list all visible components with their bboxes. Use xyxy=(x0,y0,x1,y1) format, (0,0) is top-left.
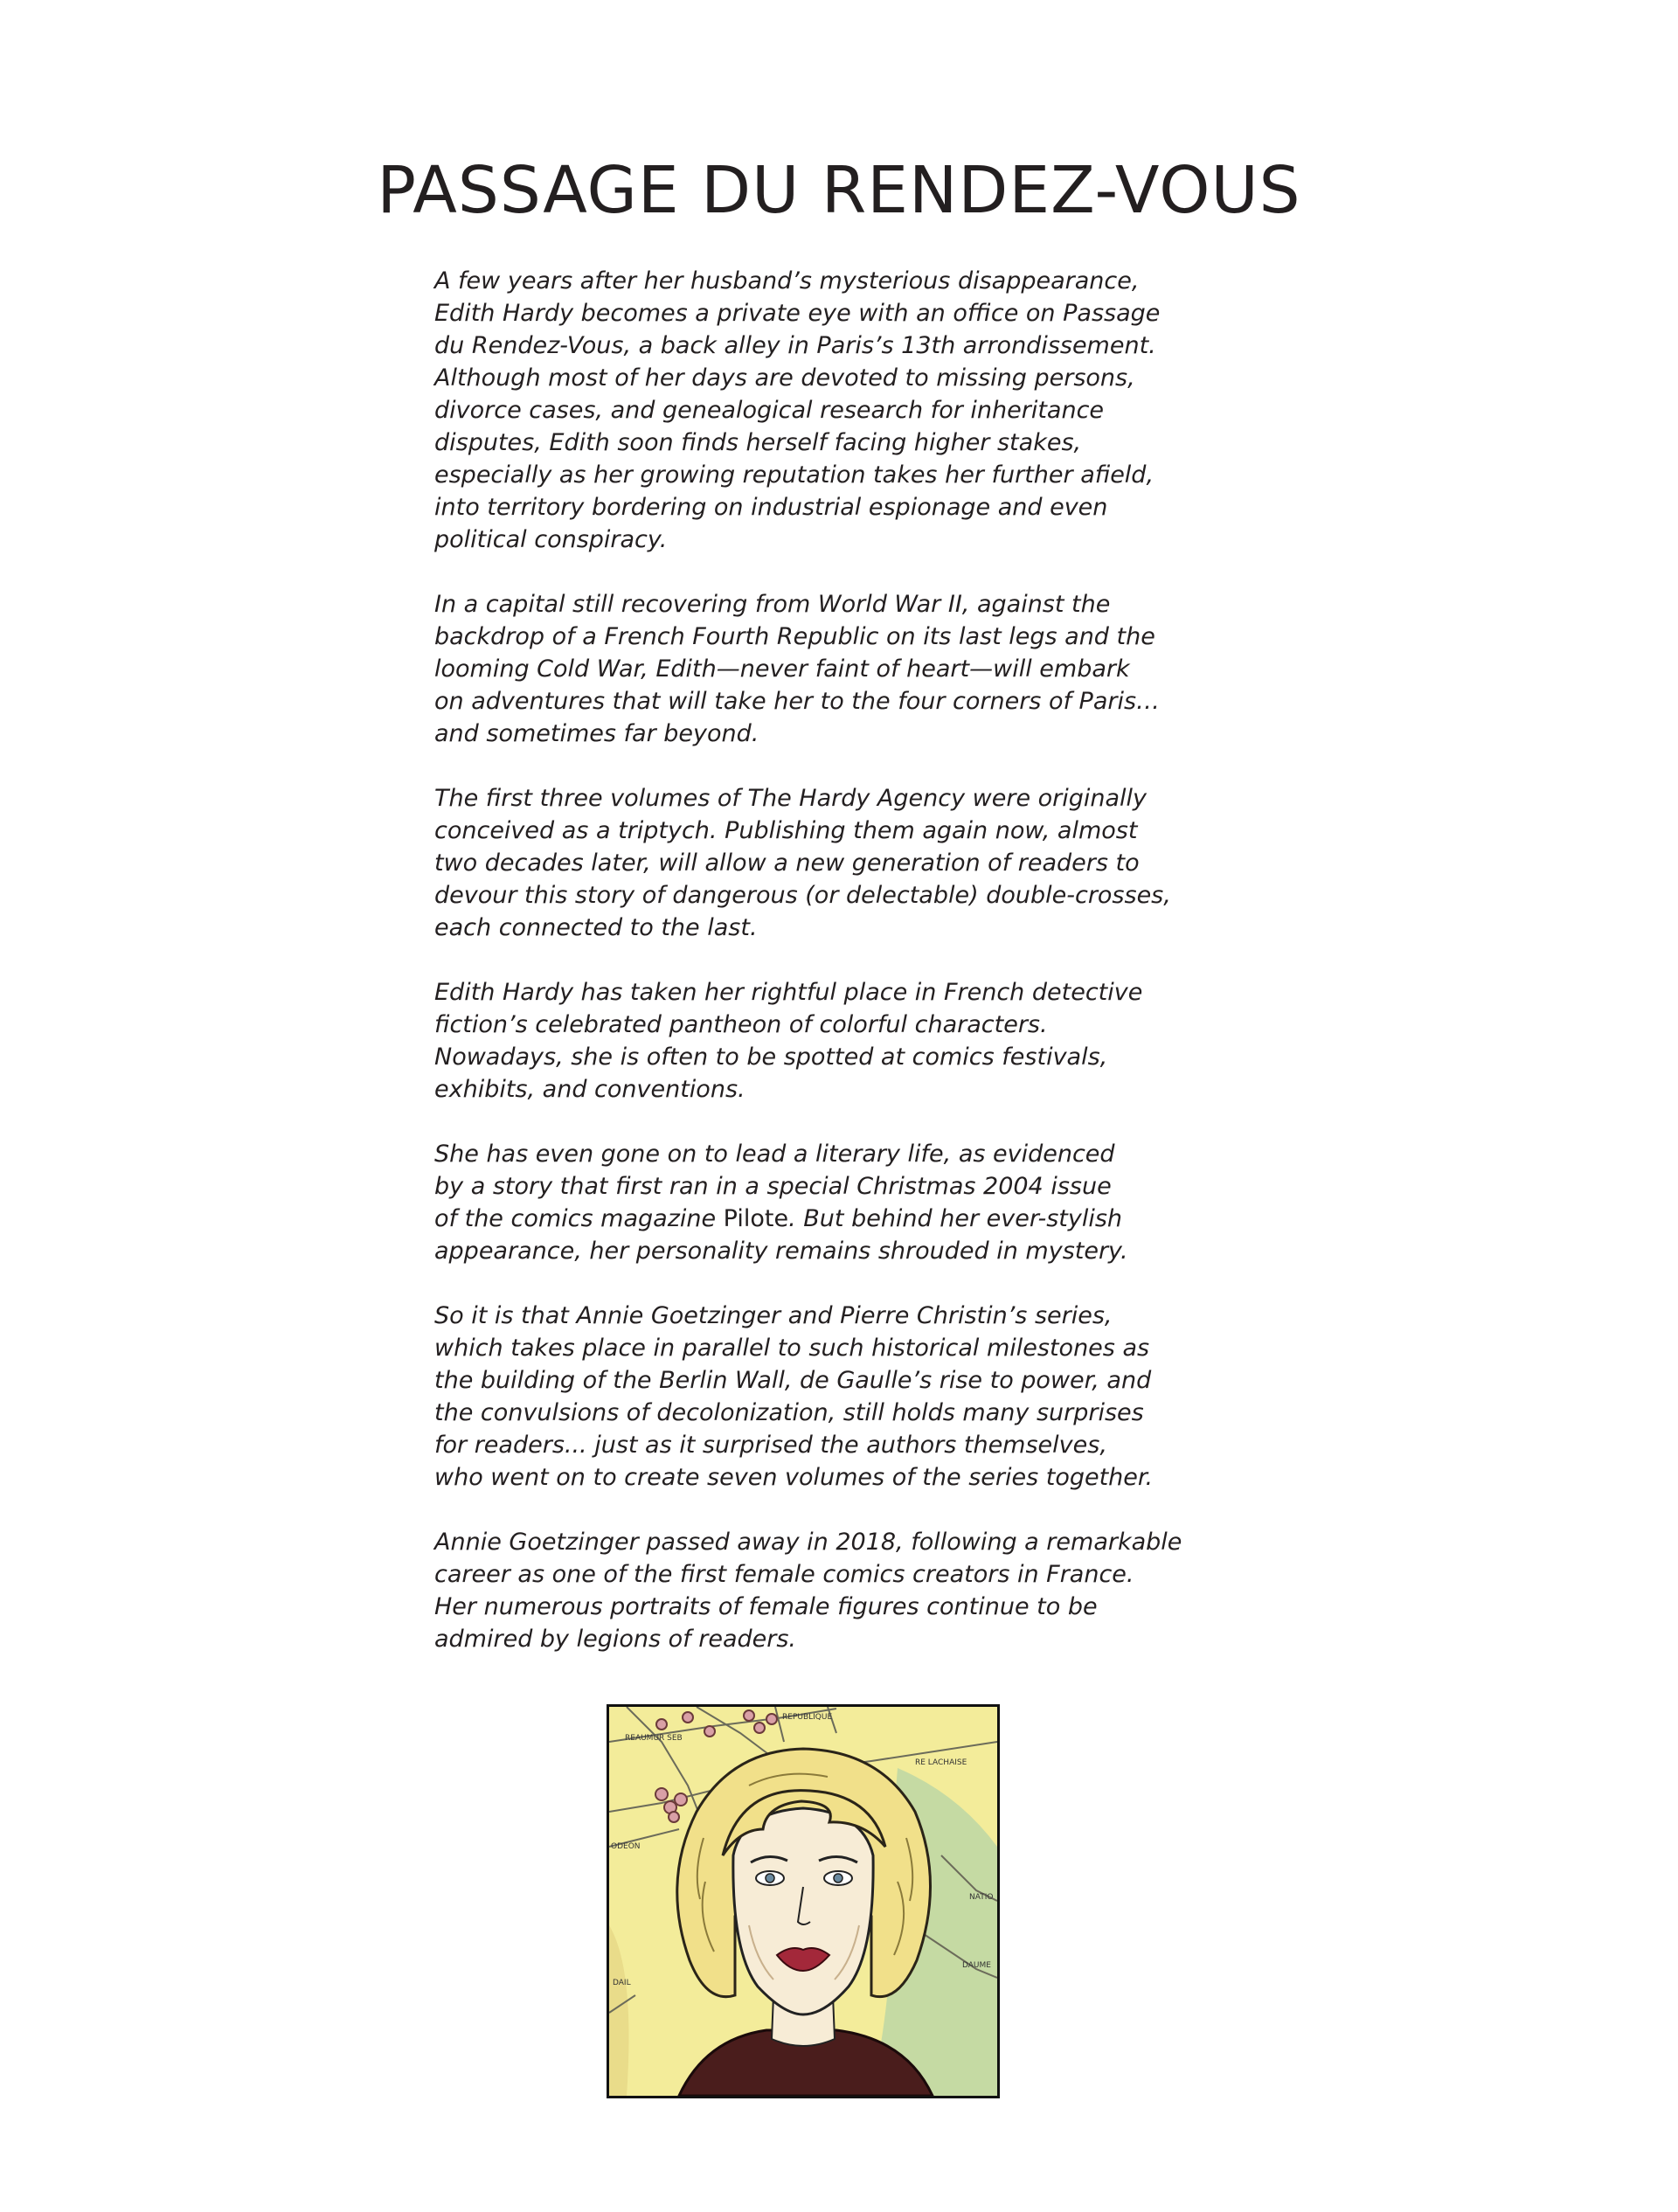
text-line: by a story that first ran in a special Christmas 2004 issue xyxy=(434,1173,1112,1200)
text-line: admired by legions of readers. xyxy=(434,1626,797,1653)
paragraph-7 xyxy=(434,1526,1203,1655)
map-label: DAIL xyxy=(613,1979,631,1987)
paragraph-4 xyxy=(434,976,1203,1106)
iris-left xyxy=(766,1874,774,1883)
text-line: du Rendez-Vous, a back alley in Paris’s 13th arrondissement. xyxy=(434,332,1156,359)
magazine-title: Pilote xyxy=(723,1205,789,1232)
text-line: especially as her growing reputation takes her further afield, xyxy=(434,461,1154,489)
paragraph-6 xyxy=(434,1300,1203,1494)
text-line: appearance, her personality remains shrouded in mystery. xyxy=(434,1238,1128,1265)
paragraph-5 xyxy=(434,1138,1203,1267)
text-line: Her numerous portraits of female figures continue to be xyxy=(434,1593,1098,1620)
text-line: Annie Goetzinger passed away in 2018, following a remarkable xyxy=(434,1529,1182,1556)
text-line: the convulsions of decolonization, still holds many surprises xyxy=(434,1399,1144,1426)
text-line: fiction’s celebrated pantheon of colorful characters. xyxy=(434,1011,1048,1038)
text-line: career as one of the first female comics creators in France. xyxy=(434,1561,1134,1588)
iris-right xyxy=(834,1874,842,1883)
text-line: who went on to create seven volumes of the series together. xyxy=(434,1464,1154,1491)
text-line: which takes place in parallel to such historical milestones as xyxy=(434,1335,1150,1362)
map-label: REPUBLIQUE xyxy=(782,1713,833,1722)
text-line: backdrop of a French Fourth Republic on its last legs and the xyxy=(434,623,1155,650)
text-line: Nowadays, she is often to be spotted at comics festivals, xyxy=(434,1044,1108,1071)
text-line: and sometimes far beyond. xyxy=(434,720,759,747)
text-line: disputes, Edith soon finds herself facing higher stakes, xyxy=(434,429,1082,456)
paragraph-1 xyxy=(434,265,1203,556)
map-label: ODEON xyxy=(611,1842,641,1851)
text-line: political conspiracy. xyxy=(434,526,668,553)
text-line: Although most of her days are devoted to missing persons, xyxy=(434,364,1135,392)
text-line: exhibits, and conventions. xyxy=(434,1076,745,1103)
body-text xyxy=(434,265,1203,1688)
map-label: NATIO xyxy=(969,1893,994,1902)
text-line: So it is that Annie Goetzinger and Pierre Christin’s series, xyxy=(434,1302,1113,1329)
text-line: on adventures that will take her to the four corners of Paris… xyxy=(434,688,1161,715)
text-line: She has even gone on to lead a literary life, as evidenced xyxy=(434,1141,1115,1168)
map-label: REAUMUR SEB xyxy=(625,1734,683,1743)
portrait-drawing xyxy=(609,1707,997,2096)
text-line: divorce cases, and genealogical research for inheritance xyxy=(434,397,1105,424)
text-line: each connected to the last. xyxy=(434,914,758,941)
map-label: RE LACHAISE xyxy=(915,1758,967,1767)
text-fragment: . But behind her ever-stylish xyxy=(788,1205,1123,1232)
paragraph-3 xyxy=(434,782,1203,944)
text-line: for readers... just as it surprised the authors themselves, xyxy=(434,1432,1107,1459)
text-line: Edith Hardy becomes a private eye with an office on Passage xyxy=(434,300,1161,327)
text-line: two decades later, will allow a new generation of readers to xyxy=(434,849,1140,877)
text-line: the building of the Berlin Wall, de Gaulle’s rise to power, and xyxy=(434,1367,1152,1394)
text-line: devour this story of dangerous (or delectable) double-crosses, xyxy=(434,882,1171,909)
edith-hardy-portrait xyxy=(607,1704,1000,2098)
face xyxy=(733,1808,873,2014)
page-title: PASSAGE DU RENDEZ-VOUS xyxy=(377,153,1301,228)
text-line xyxy=(434,1203,1203,1235)
text-line: conceived as a triptych. Publishing them again now, almost xyxy=(434,817,1138,844)
text-line: into territory bordering on industrial espionage and even xyxy=(434,494,1108,521)
text-line: Edith Hardy has taken her rightful place in French detective xyxy=(434,979,1143,1006)
text-line: The first three volumes of The Hardy Agency were originally xyxy=(434,785,1148,812)
text-line: looming Cold War, Edith—never faint of heart—will embark xyxy=(434,655,1130,683)
map-label: DAUME xyxy=(962,1961,991,1970)
paragraph-2 xyxy=(434,588,1203,750)
text-line: A few years after her husband’s mysterious disappearance, xyxy=(434,267,1140,295)
text-fragment: of the comics magazine xyxy=(434,1205,724,1232)
text-line: In a capital still recovering from World War II, against the xyxy=(434,591,1111,618)
